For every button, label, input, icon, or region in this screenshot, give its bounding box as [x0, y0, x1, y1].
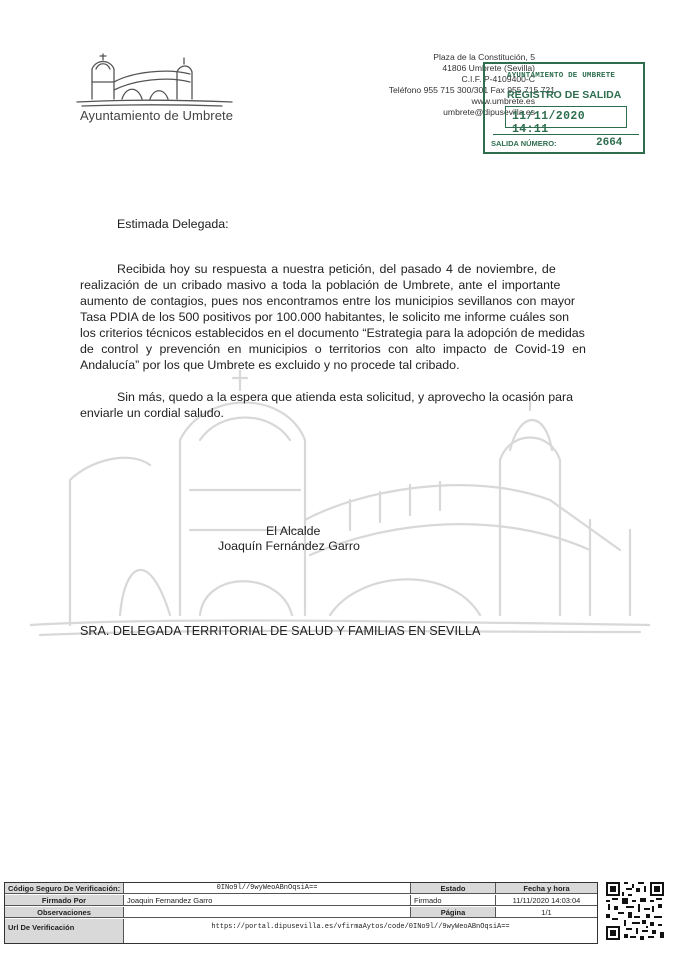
signer-name: Joaquín Fernández Garro [218, 539, 360, 553]
verification-row-url [5, 919, 597, 943]
paragraph-2-line: Sin más, quedo a la espera que atienda esta solicitud, y aprovecho la ocasión para [117, 390, 573, 404]
code-label: Código Seguro De Verificación: [5, 883, 124, 893]
register-stamp [483, 62, 645, 154]
paragraph-2-line: enviarle un cordial saludo. [80, 406, 224, 420]
address-web: www.umbrete.es [471, 96, 535, 106]
paragraph-1-line: Andalucía” por los que Umbrete es excluido y no procede tal cribado. [80, 358, 460, 372]
recipient: SRA. DELEGADA TERRITORIAL DE SALUD Y FAMILIAS EN SEVILLA [80, 624, 481, 638]
paragraph-1-line: los criterios técnicos establecidos en el documento “Estrategia para la adopción de medidas [80, 326, 585, 340]
stamp-datetime: 11/11/2020 14:11 [512, 110, 586, 136]
observaciones-value [124, 907, 411, 917]
pagina-label: Página [411, 907, 496, 917]
estado-value: Firmado [411, 895, 496, 905]
qr-code-icon[interactable] [606, 882, 664, 940]
observaciones-label: Observaciones [5, 907, 124, 917]
verification-table [4, 882, 598, 944]
verification-url-link[interactable]: https://portal.dipusevilla.es/vfirmaAytos/code/0INo9l//9wyWeoABnOqsiA== [211, 923, 510, 931]
verification-row-code [5, 883, 597, 894]
stamp-divider [493, 134, 639, 135]
greeting: Estimada Delegada: [117, 217, 229, 231]
firmado-por-value: Joaquin Fernandez Garro [124, 895, 411, 905]
firmado-por-label: Firmado Por [5, 895, 124, 905]
paragraph-1-line: aumento de contagios, pues nos encontramos entre los municipios sevillanos con mayor [80, 294, 576, 308]
fecha-value: 11/11/2020 14:03:04 [512, 896, 581, 905]
stamp-organization: AYUNTAMIENTO DE UMBRETE [507, 72, 616, 80]
estado-label: Estado [411, 883, 496, 893]
verification-row-firmado [5, 895, 597, 906]
address-cif: C.I.F. P-4109400-C [461, 74, 535, 84]
paragraph-2 [80, 389, 587, 421]
stamp-number: 2664 [596, 137, 623, 149]
stamp-number-label: SALIDA NÚMERO: [491, 139, 557, 148]
paragraph-1-line: Tasa PDIA de los 500 positivos por 100.000 habitantes, le solicito me informe cuáles son [80, 310, 570, 324]
verification-row-observaciones [5, 907, 597, 918]
signer-title: El Alcalde [266, 524, 321, 538]
stamp-date-box [505, 106, 627, 136]
pagina-value: 1/1 [541, 908, 552, 917]
address-email: umbrete@dipusevilla.es [443, 107, 535, 117]
stamp-title: REGISTRO DE SALIDA [507, 89, 622, 101]
address-phone: Teléfono 955 715 300/301 Fax 955 715 721 [388, 85, 555, 95]
logo-caption: Ayuntamiento de Umbrete [80, 108, 234, 123]
code-value[interactable]: 0INo9l//9wyWeoABnOqsiA== [124, 883, 411, 893]
paragraph-1-line: realización de un cribado masivo a toda la población de Umbrete, ante el importante [80, 278, 561, 292]
address-street: Plaza de la Constitución, 5 [433, 52, 535, 62]
paragraph-1-line: de control y prevención en municipios o territorios con alto impacto de Covid-19 en [80, 342, 586, 356]
paragraph-1 [80, 261, 587, 373]
paragraph-1-line: Recibida hoy su respuesta a nuestra petición, del pasado 4 de noviembre, de [117, 262, 556, 276]
url-label: Url De Verificación [5, 919, 124, 943]
address-city: 41806 Umbrete (Sevilla) [442, 63, 535, 73]
fecha-label: Fecha y hora [496, 883, 597, 893]
